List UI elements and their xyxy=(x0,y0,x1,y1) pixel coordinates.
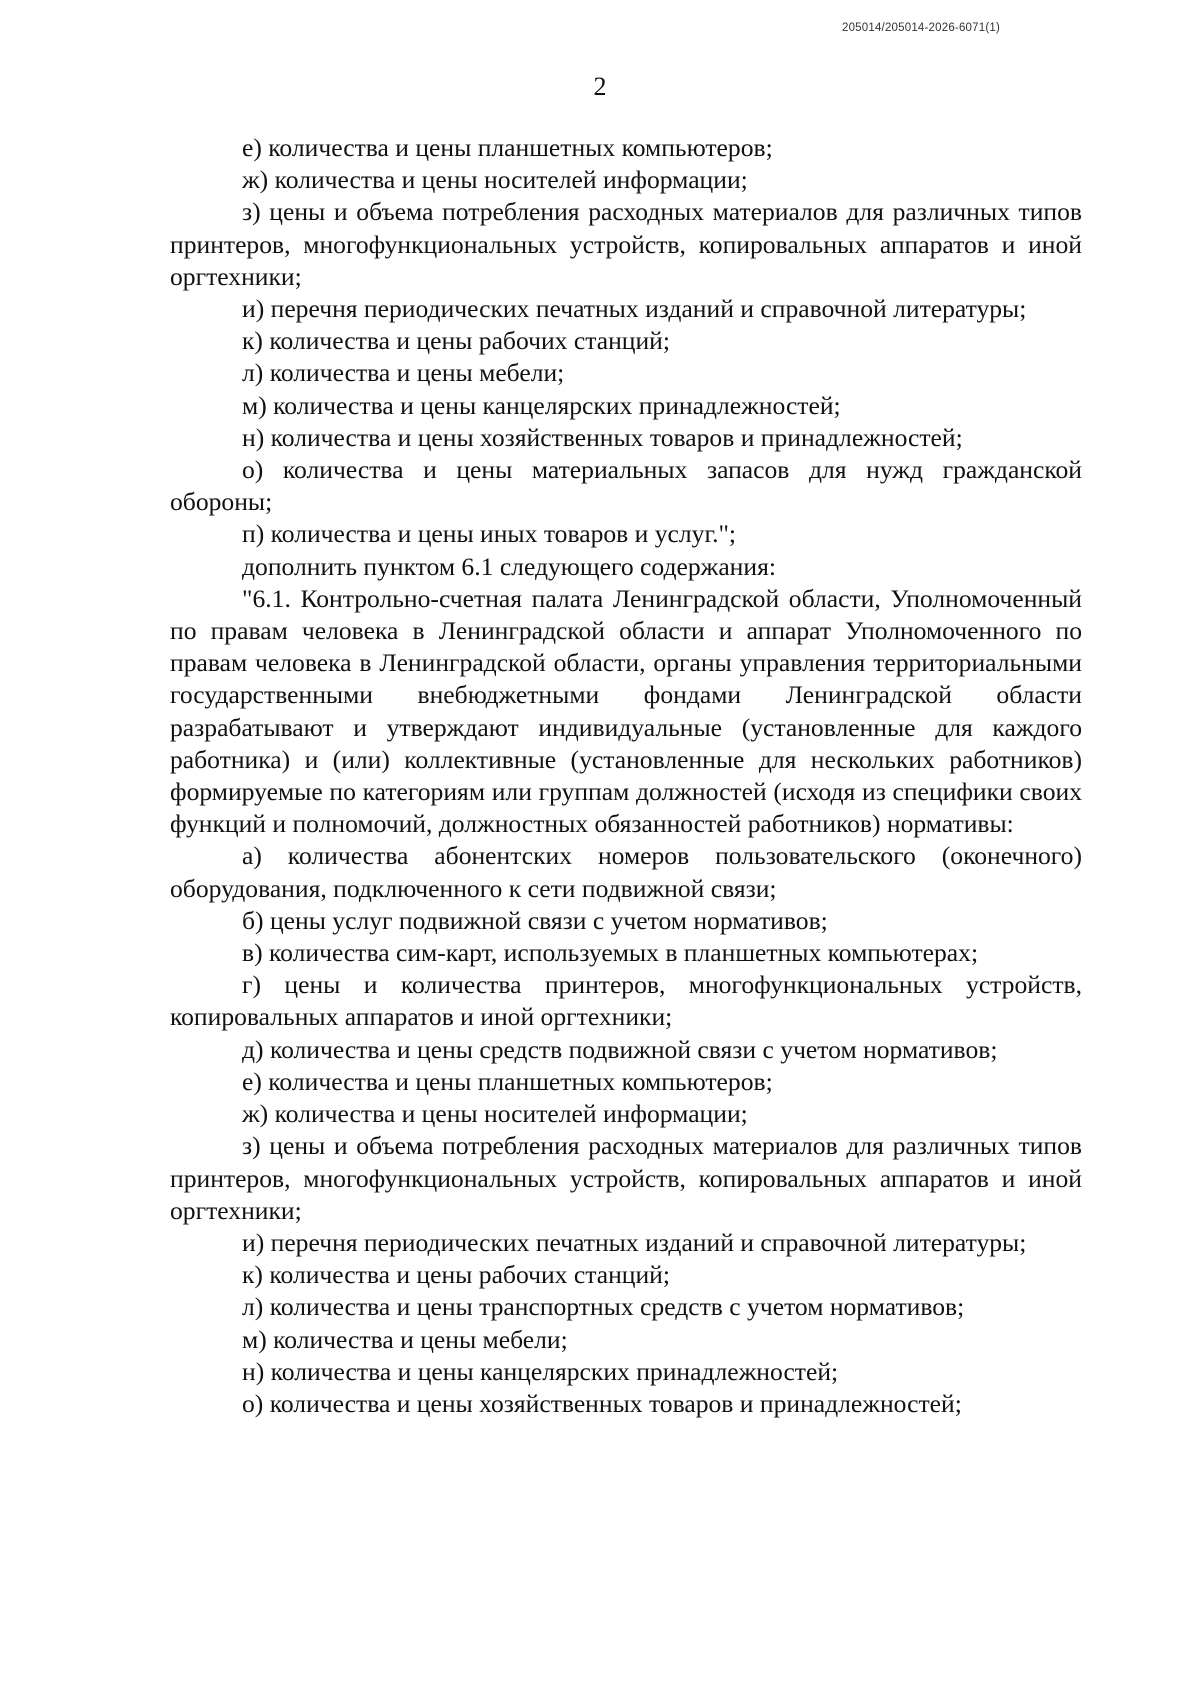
paragraph: е) количества и цены планшетных компьютеров; xyxy=(242,1066,773,1096)
paragraph: п) количества и цены иных товаров и услуг."; xyxy=(242,519,737,549)
paragraph: "6.1. Контрольно-счетная палата Ленинградской области, Уполномоченный по правам человека в Ленинградской области и аппарат Уполномоченного по правам человека в Ленинградской области, органы управления территориальными государственными внебюджетными фондами Ленинградской области разрабатывают и утверждают индивидуальные (установленные для каждого работника) и (или) коллективные (установленные для нескольких работников) формируемые по категориям или группам должностей (исходя из специфики своих функций и полномочий, должностных обязанностей работников) нормативы: xyxy=(170,583,1082,839)
paragraph: д) количества и цены средств подвижной связи с учетом нормативов; xyxy=(242,1034,998,1064)
paragraph: б) цены услуг подвижной связи с учетом нормативов; xyxy=(242,905,828,935)
document-id: 205014/205014-2026-6071(1) xyxy=(841,22,1000,34)
paragraph: е) количества и цены планшетных компьютеров; xyxy=(242,133,773,162)
paragraph: м) количества и цены канцелярских принадлежностей; xyxy=(242,390,841,420)
paragraph: л) количества и цены мебели; xyxy=(242,358,565,388)
paragraph: к) количества и цены рабочих станций; xyxy=(242,1260,670,1290)
paragraph: ж) количества и цены носителей информации; xyxy=(242,1099,748,1129)
paragraph: м) количества и цены мебели; xyxy=(242,1324,568,1354)
paragraph: в) количества сим-карт, используемых в планшетных компьютерах; xyxy=(242,938,979,968)
paragraph: н) количества и цены хозяйственных товаров и принадлежностей; xyxy=(242,422,963,452)
paragraph: г) цены и количества принтеров, многофункциональных устройств, копировальных аппаратов и иной оргтехники; xyxy=(170,970,1082,1032)
paragraph: и) перечня периодических печатных изданий и справочной литературы; xyxy=(242,1227,1027,1257)
paragraph: ж) количества и цены носителей информации; xyxy=(242,165,748,195)
paragraph: о) количества и цены материальных запасов для нужд гражданской обороны; xyxy=(170,455,1082,517)
document-body xyxy=(170,132,1082,1420)
paragraph: л) количества и цены транспортных средств с учетом нормативов; xyxy=(242,1292,965,1322)
paragraph: з) цены и объема потребления расходных материалов для различных типов принтеров, многофункциональных устройств, копировальных аппаратов и иной оргтехники; xyxy=(170,1131,1082,1225)
page-number: 2 xyxy=(593,72,607,101)
paragraph: и) перечня периодических печатных изданий и справочной литературы; xyxy=(242,294,1027,324)
paragraph: о) количества и цены хозяйственных товаров и принадлежностей; xyxy=(242,1388,962,1418)
paragraph: к) количества и цены рабочих станций; xyxy=(242,326,670,356)
paragraph: н) количества и цены канцелярских принадлежностей; xyxy=(242,1356,839,1386)
paragraph: дополнить пунктом 6.1 следующего содержания: xyxy=(242,551,776,581)
paragraph: а) количества абонентских номеров пользовательского (оконечного) оборудования, подключенного к сети подвижной связи; xyxy=(170,841,1082,903)
paragraph: з) цены и объема потребления расходных материалов для различных типов принтеров, многофункциональных устройств, копировальных аппаратов и иной оргтехники; xyxy=(170,197,1082,291)
